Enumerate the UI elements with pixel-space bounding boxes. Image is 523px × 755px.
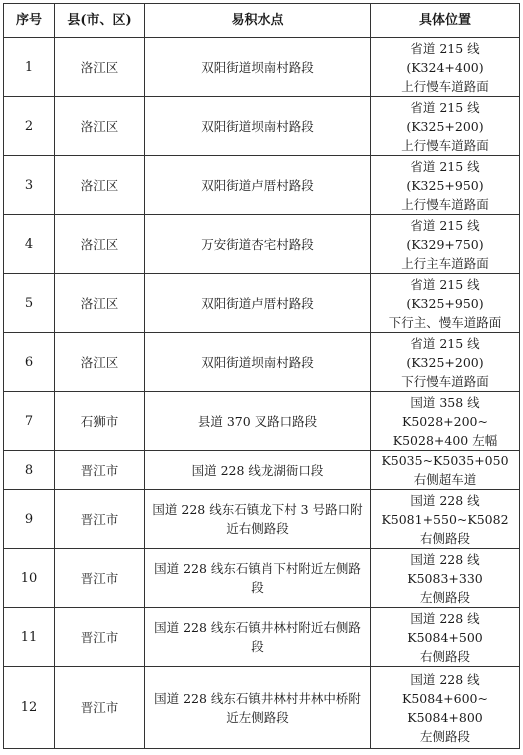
position-line: 省道 215 线 (410, 335, 480, 351)
row-position (371, 490, 520, 549)
position-line: 左侧路段 (419, 589, 470, 605)
position-line: 右侧超车道 (413, 472, 477, 487)
row-point: 双阳街道坝南村路段 (145, 97, 371, 156)
position-line: 右侧路段 (419, 648, 470, 664)
table-row (4, 549, 520, 608)
header-county: 县(市、区) (55, 4, 145, 38)
row-position (371, 97, 520, 156)
table-row (4, 392, 520, 451)
row-position (371, 274, 520, 333)
table-body (4, 38, 520, 749)
row-number: 12 (4, 667, 55, 749)
row-point: 双阳街道卢厝村路段 (145, 274, 371, 333)
position-line: 下行主、慢车道路面 (388, 314, 502, 330)
header-no: 序号 (4, 4, 55, 38)
row-point: 县道 370 叉路口路段 (145, 392, 371, 451)
row-number: 11 (4, 608, 55, 667)
position-line: 国道 358 线 (410, 394, 480, 410)
row-position (371, 549, 520, 608)
position-line: 省道 215 线 (410, 99, 480, 115)
row-number: 10 (4, 549, 55, 608)
table-row (4, 97, 520, 156)
position-line: (K325+950) (406, 295, 484, 311)
position-line: K5028+200~ (402, 413, 488, 429)
row-number: 3 (4, 156, 55, 215)
position-line: 右侧路段 (419, 530, 470, 546)
position-line: 上行主车道路面 (401, 255, 489, 271)
table-row (4, 451, 520, 490)
row-county: 洛江区 (55, 97, 145, 156)
position-line: 省道 215 线 (410, 276, 480, 292)
row-point: 双阳街道坝南村路段 (145, 333, 371, 392)
position-line: 国道 228 线 (410, 492, 480, 508)
position-line: 上行慢车道路面 (401, 196, 489, 212)
row-position (371, 667, 520, 749)
row-county: 洛江区 (55, 38, 145, 97)
row-point: 国道 228 线东石镇井林村附近右侧路段 (145, 608, 371, 667)
position-line: 国道 228 线 (410, 671, 480, 687)
position-line: 省道 215 线 (410, 40, 480, 56)
waterlogging-table (3, 3, 520, 749)
position-line: (K329+750) (406, 236, 484, 252)
row-position (371, 156, 520, 215)
row-county: 晋江市 (55, 667, 145, 749)
row-point: 万安街道杏宅村路段 (145, 215, 371, 274)
table-row (4, 490, 520, 549)
row-number: 8 (4, 451, 55, 490)
position-line: K5084+500 (407, 629, 483, 645)
row-point: 双阳街道卢厝村路段 (145, 156, 371, 215)
row-county: 洛江区 (55, 333, 145, 392)
row-number: 4 (4, 215, 55, 274)
position-line: 省道 215 线 (410, 158, 480, 174)
table-row (4, 667, 520, 749)
row-number: 1 (4, 38, 55, 97)
row-county: 晋江市 (55, 549, 145, 608)
row-point: 国道 228 线东石镇龙下村 3 号路口附近右侧路段 (145, 490, 371, 549)
table-row (4, 274, 520, 333)
row-position (371, 38, 520, 97)
row-position (371, 392, 520, 451)
row-county: 洛江区 (55, 274, 145, 333)
row-county: 晋江市 (55, 608, 145, 667)
table-row (4, 608, 520, 667)
row-point: 国道 228 线东石镇肖下村附近左侧路段 (145, 549, 371, 608)
row-point: 国道 228 线东石镇井林村井林中桥附近左侧路段 (145, 667, 371, 749)
position-line: K5084+600~ (402, 690, 488, 706)
row-position (371, 333, 520, 392)
row-position (371, 608, 520, 667)
row-county: 晋江市 (55, 490, 145, 549)
row-number: 5 (4, 274, 55, 333)
header-point: 易积水点 (145, 4, 371, 38)
row-county: 晋江市 (55, 451, 145, 490)
position-line: 上行慢车道路面 (401, 78, 489, 94)
position-line: K5083+330 (407, 570, 483, 586)
position-line: K5028+400 左幅 (392, 432, 498, 448)
row-number: 7 (4, 392, 55, 451)
header-position: 具体位置 (371, 4, 520, 38)
row-number: 9 (4, 490, 55, 549)
table-row (4, 333, 520, 392)
position-line: 国道 228 线 (410, 610, 480, 626)
header-row (4, 4, 520, 38)
position-line: (K325+950) (406, 177, 484, 193)
position-line: 下行慢车道路面 (401, 373, 489, 389)
row-number: 2 (4, 97, 55, 156)
position-line: 国道 228 线 (410, 551, 480, 567)
row-point: 国道 228 线龙湖衙口段 (145, 451, 371, 490)
position-line: (K324+400) (406, 59, 484, 75)
row-county: 石狮市 (55, 392, 145, 451)
row-number: 6 (4, 333, 55, 392)
row-county: 洛江区 (55, 215, 145, 274)
position-line: 左侧路段 (419, 728, 470, 744)
table-row (4, 215, 520, 274)
position-line: 省道 215 线 (410, 217, 480, 233)
position-line: 上行慢车道路面 (401, 137, 489, 153)
position-line: K5035~K5035+050 (381, 453, 509, 468)
position-line: K5084+800 (407, 709, 483, 725)
row-position (371, 215, 520, 274)
position-line: (K325+200) (406, 118, 484, 134)
position-line: K5081+550~K5082 (381, 511, 509, 527)
row-point: 双阳街道坝南村路段 (145, 38, 371, 97)
position-line: (K325+200) (406, 354, 484, 370)
table-row (4, 156, 520, 215)
row-county: 洛江区 (55, 156, 145, 215)
row-position (371, 451, 520, 490)
table-row (4, 38, 520, 97)
